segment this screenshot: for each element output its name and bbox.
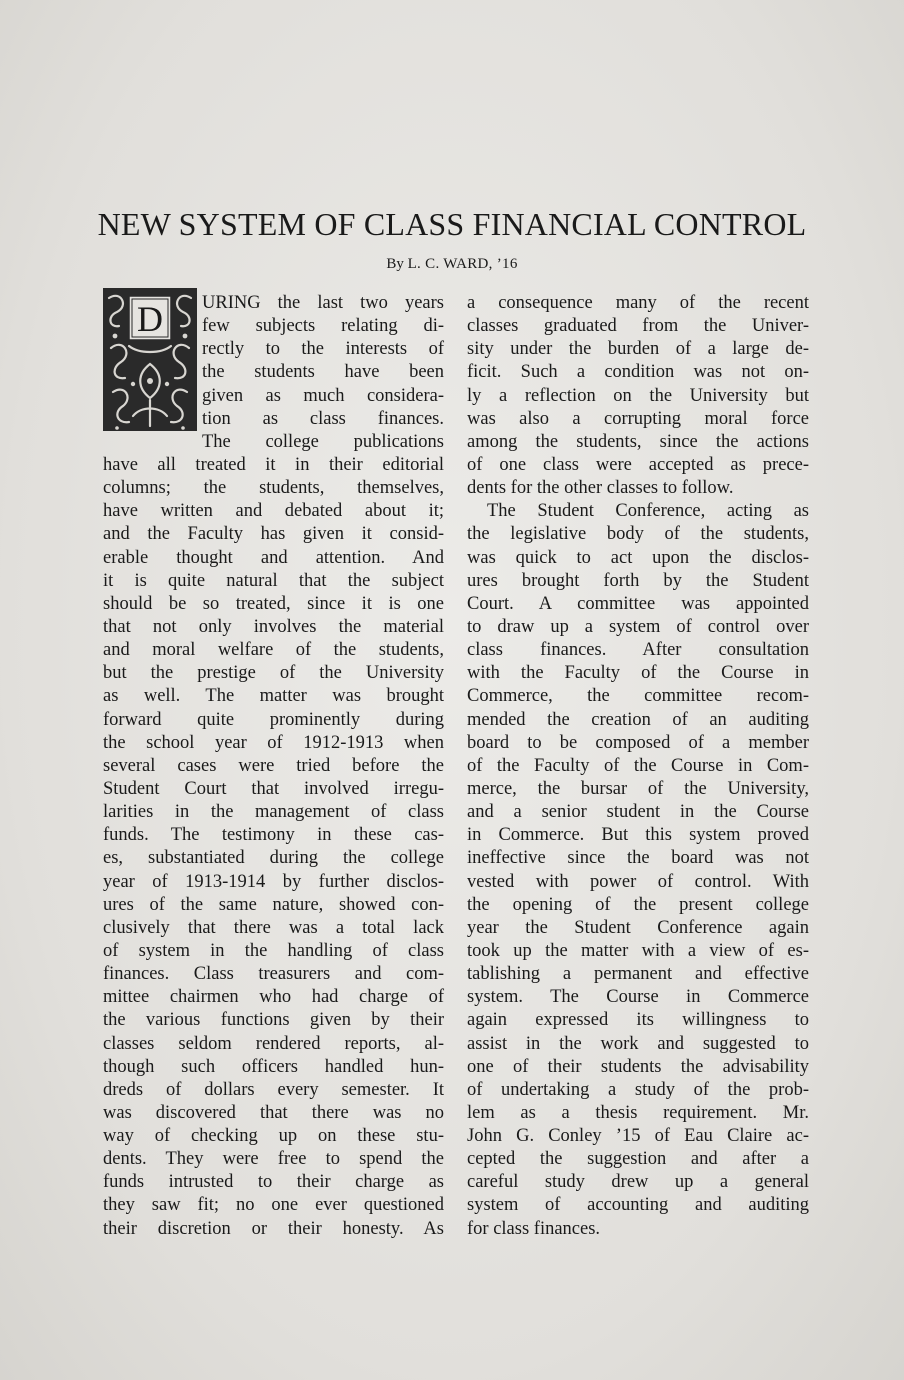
- text-line: classes seldom rendered reports, al-: [103, 1033, 444, 1054]
- text-line: cepted the suggestion and after a: [467, 1149, 809, 1170]
- text-line: funds. The testimony in these cas-: [103, 825, 444, 846]
- text-line: ures brought forth by the Student: [467, 570, 809, 591]
- text-line: as well. The matter was brought: [103, 686, 444, 707]
- right-column: [467, 292, 809, 1241]
- text-line: careful study drew up a general: [467, 1172, 809, 1193]
- text-line: URING the last two years: [202, 293, 444, 313]
- text-line: but the prestige of the University: [103, 663, 444, 684]
- text-line: dreds of dollars every semester. It: [103, 1079, 444, 1100]
- text-line: was also a corrupting moral force: [467, 408, 809, 429]
- text-line: dents for the other classes to follow.: [467, 478, 734, 499]
- text-line: Court. A committee was appointed: [467, 593, 809, 614]
- text-line: the students have been: [202, 362, 444, 383]
- article-title: NEW SYSTEM OF CLASS FINANCIAL CONTROL: [97, 206, 807, 242]
- text-line: to draw up a system of control over: [467, 616, 809, 637]
- text-line: clusively that there was a total lack: [103, 917, 444, 938]
- text-line: several cases were tried before the: [103, 755, 444, 776]
- text-line: the various functions given by their: [103, 1010, 444, 1031]
- text-line: tablishing a permanent and effective: [467, 964, 809, 985]
- text-line: es, substantiated during the college: [103, 848, 444, 869]
- text-line: tion as class finances.: [202, 408, 444, 429]
- text-line: few subjects relating di-: [202, 316, 444, 337]
- text-line: was quick to act upon the disclos-: [467, 547, 809, 568]
- text-line: though such officers handled hun-: [103, 1056, 444, 1077]
- text-line: one of their students the advisability: [467, 1056, 809, 1077]
- text-line: a consequence many of the recent: [467, 293, 809, 313]
- byline-prefix: By: [386, 256, 404, 272]
- text-line: ly a reflection on the University but: [467, 385, 809, 406]
- text-line: way of checking up on these stu-: [103, 1126, 444, 1147]
- text-line: year of 1913-1914 by further disclos-: [103, 871, 444, 892]
- text-line: class finances. After consultation: [467, 640, 809, 661]
- text-line: The college publications: [202, 431, 444, 452]
- text-line: of one class were accepted as prece-: [467, 454, 809, 475]
- text-line: vested with power of control. With: [467, 871, 809, 892]
- text-line: lem as a thesis requirement. Mr.: [467, 1102, 809, 1123]
- text-line: finances. Class treasurers and com-: [103, 964, 444, 985]
- text-line: their discretion or their honesty. As: [103, 1218, 444, 1239]
- author-name: L. C. WARD, ’16: [407, 256, 518, 272]
- text-line: and the Faculty has given it consid-: [103, 524, 444, 545]
- text-line: it is quite natural that the subject: [103, 570, 444, 591]
- text-line: of the Faculty of the Course in Com-: [467, 755, 809, 776]
- text-line: given as much considera-: [202, 385, 444, 406]
- text-line: system. The Course in Commerce: [467, 987, 809, 1008]
- text-line: that not only involves the material: [103, 616, 444, 637]
- left-column: [103, 292, 444, 1241]
- text-line: assist in the work and suggested to: [467, 1033, 809, 1054]
- text-line: ures of the same nature, showed con-: [103, 894, 444, 915]
- text-line: took up the matter with a view of es-: [467, 940, 809, 961]
- text-line: among the students, since the actions: [467, 431, 809, 452]
- text-line: and a senior student in the Course: [467, 802, 809, 823]
- text-line: erable thought and attention. And: [103, 547, 444, 568]
- text-line: in Commerce. But this system proved: [467, 825, 809, 846]
- text-line: forward quite prominently during: [103, 709, 444, 730]
- text-line: dents. They were free to spend the: [103, 1149, 444, 1170]
- text-line: John G. Conley ’15 of Eau Claire ac-: [467, 1126, 809, 1147]
- text-line: larities in the management of class: [103, 802, 444, 823]
- text-line: they saw fit; no one ever questioned: [103, 1195, 444, 1216]
- text-line: ficit. Such a condition was not on-: [467, 362, 809, 383]
- text-line: have all treated it in their editorial: [103, 454, 444, 475]
- text-line: of undertaking a study of the prob-: [467, 1079, 809, 1100]
- text-line: mended the creation of an auditing: [467, 709, 809, 730]
- text-line: ineffective since the board was not: [467, 848, 809, 869]
- text-line: have written and debated about it;: [103, 501, 444, 522]
- text-line: columns; the students, themselves,: [103, 478, 444, 499]
- text-line: of system in the handling of class: [103, 940, 444, 961]
- text-line: The Student Conference, acting as: [487, 501, 809, 522]
- text-line: Commerce, the committee recom-: [467, 686, 809, 707]
- text-line: was discovered that there was no: [103, 1102, 444, 1123]
- text-line: merce, the bursar of the University,: [467, 778, 809, 799]
- text-line: with the Faculty of the Course in: [467, 663, 809, 684]
- text-line: and moral welfare of the students,: [103, 640, 444, 661]
- text-line: the legislative body of the students,: [467, 524, 809, 545]
- text-line: should be so treated, since it is one: [103, 593, 444, 614]
- drop-cap-letter: D: [137, 299, 163, 339]
- text-line: system of accounting and auditing: [467, 1195, 809, 1216]
- text-line: rectly to the interests of: [202, 339, 444, 360]
- byline: [0, 256, 904, 273]
- text-line: year the Student Conference again: [467, 917, 809, 938]
- text-line: sity under the burden of a large de-: [467, 339, 809, 360]
- text-line: the school year of 1912-1913 when: [103, 732, 444, 753]
- text-line: mittee chairmen who had charge of: [103, 987, 444, 1008]
- text-line: Student Court that involved irregu-: [103, 778, 444, 799]
- text-line: board to be composed of a member: [467, 732, 809, 753]
- text-line: classes graduated from the Univer-: [467, 316, 809, 337]
- text-line: the opening of the present college: [467, 894, 809, 915]
- text-line: funds intrusted to their charge as: [103, 1172, 444, 1193]
- text-line: again expressed its willingness to: [467, 1010, 809, 1031]
- text-line: for class finances.: [467, 1218, 601, 1239]
